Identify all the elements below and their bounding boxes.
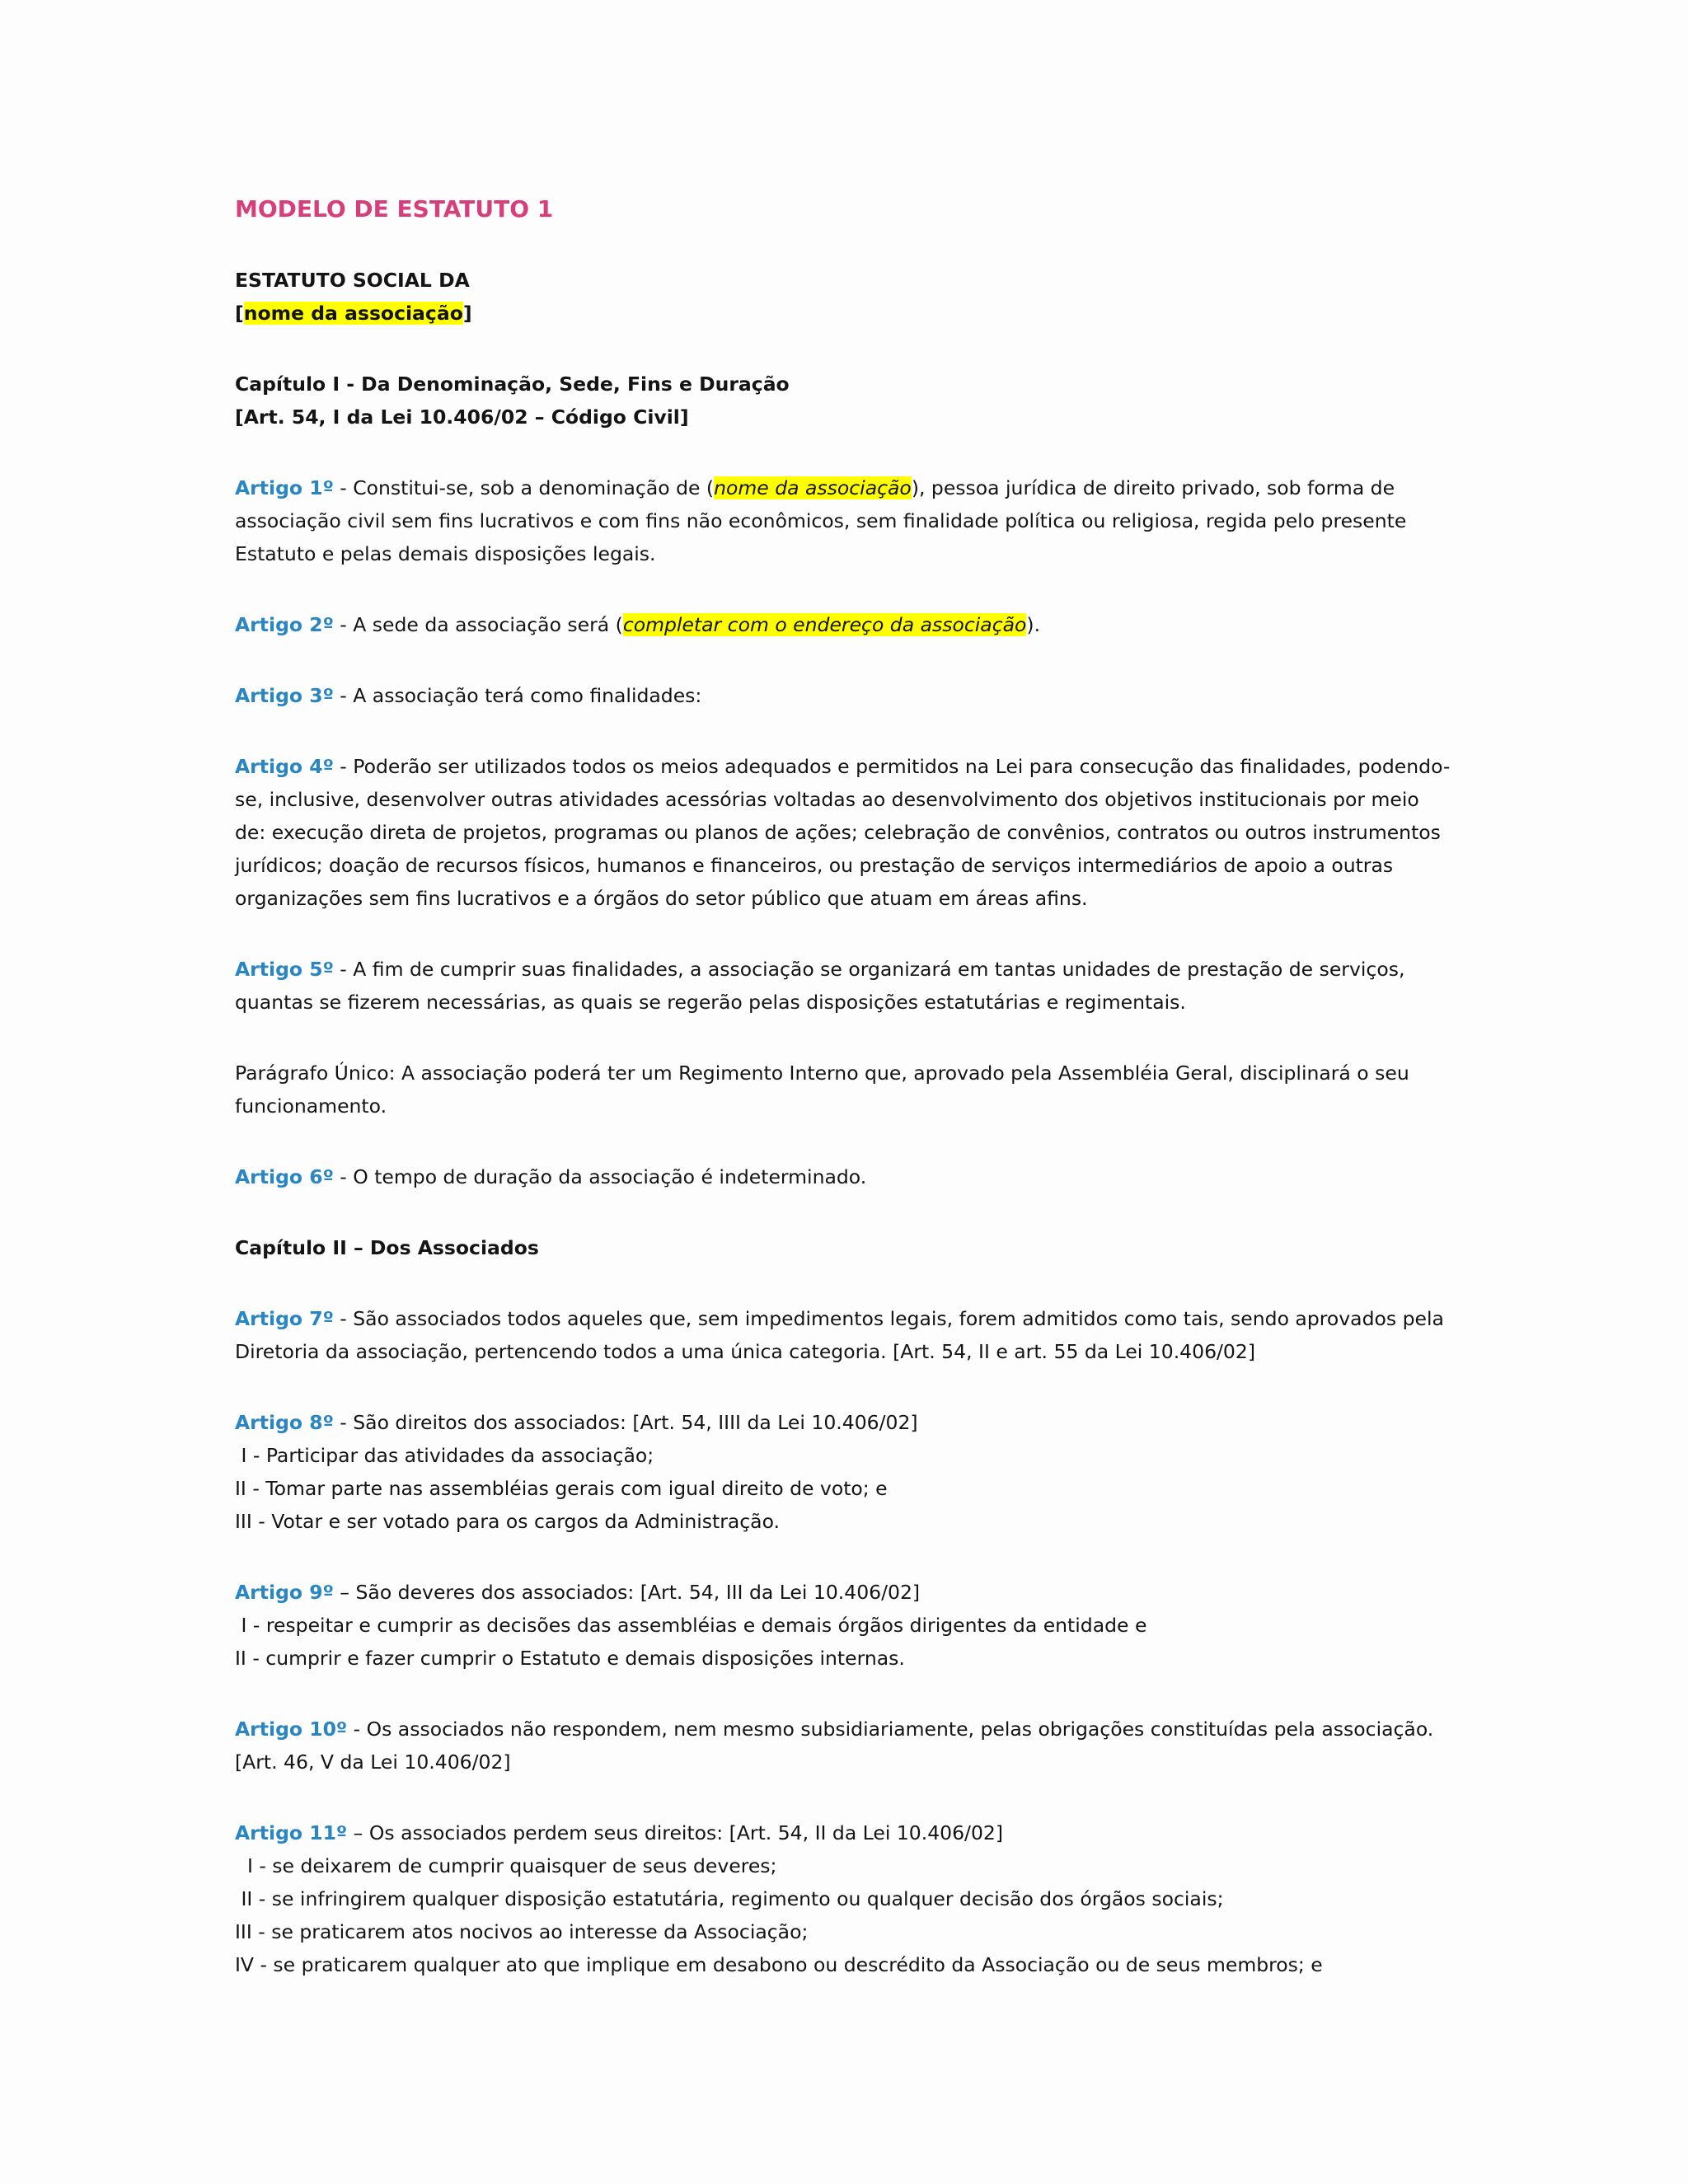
article-3-text: - A associação terá como finalidades: bbox=[333, 684, 702, 707]
article-5 bbox=[235, 953, 1455, 1019]
article-10-label: Artigo 10º bbox=[235, 1718, 348, 1741]
article-1-placeholder: nome da associação bbox=[714, 476, 912, 499]
article-9-text: – São deveres dos associados: [Art. 54, III da Lei 10.406/02] bbox=[333, 1581, 921, 1604]
article-11-item: I - se deixarem de cumprir quaisquer de seus deveres; bbox=[235, 1854, 777, 1877]
article-9-item: I - respeitar e cumprir as decisões das assembléias e demais órgãos dirigentes da entidade e bbox=[235, 1614, 1147, 1637]
article-7 bbox=[235, 1302, 1455, 1368]
article-9 bbox=[235, 1576, 1455, 1675]
association-name-placeholder: nome da associação bbox=[243, 302, 463, 325]
article-11-item: II - se infringirem qualquer disposição estatutária, regimento ou qualquer decisão dos órgãos sociais; bbox=[235, 1887, 1224, 1910]
article-8-item: III - Votar e ser votado para os cargos da Administração. bbox=[235, 1510, 781, 1533]
article-9-label: Artigo 9º bbox=[235, 1581, 334, 1604]
article-2-placeholder: completar com o endereço da associação bbox=[622, 613, 1027, 636]
article-2-label: Artigo 2º bbox=[235, 613, 334, 636]
article-9-intro bbox=[235, 1576, 1455, 1609]
article-1-text-post: ), pessoa jurídica de direito privado, sob forma de associação civil sem fins lucrativos e com fins não econômicos, sem finalidade política ou religiosa, regida pelo presente Estatuto e pelas demais disposições legais. bbox=[235, 476, 1407, 565]
statute-heading-name bbox=[235, 297, 1455, 330]
article-6 bbox=[235, 1160, 1455, 1193]
article-11-item: III - se praticarem atos nocivos ao interesse da Associação; bbox=[235, 1920, 809, 1943]
chapter-2-heading: Capítulo II – Dos Associados bbox=[235, 1236, 539, 1259]
article-1-text-pre: - Constitui-se, sob a denominação de ( bbox=[333, 476, 715, 499]
article-11-label: Artigo 11º bbox=[235, 1821, 348, 1844]
article-4-text: - Poderão ser utilizados todos os meios adequados e permitidos na Lei para consecução das finalidades, podendo-se, inclusive, desenvolver outras atividades acessórias voltadas ao desenvolvimento dos objetivos institucionais por meio de: execução direta de projetos, programas ou planos de ações; celebração de convênios, contratos ou outros instrumentos jurídicos; doação de recursos físicos, humanos e financeiros, ou prestação de serviços intermediários de apoio a outras organizações sem fins lucrativos e a órgãos do setor público que atuam em áreas afins. bbox=[235, 755, 1451, 910]
statute-heading bbox=[235, 264, 1455, 330]
document-title: MODELO DE ESTATUTO 1 bbox=[235, 195, 554, 223]
article-9-item: II - cumprir e fazer cumprir o Estatuto e demais disposições internas. bbox=[235, 1647, 905, 1670]
article-11-text: – Os associados perdem seus direitos: [Art. 54, II da Lei 10.406/02] bbox=[347, 1821, 1004, 1844]
article-5-label: Artigo 5º bbox=[235, 958, 334, 981]
article-4-label: Artigo 4º bbox=[235, 755, 334, 778]
chapter-1-title: Capítulo I - Da Denominação, Sede, Fins e Duração bbox=[235, 373, 790, 396]
article-8-intro bbox=[235, 1406, 1455, 1439]
article-2-text-post: ). bbox=[1026, 613, 1041, 636]
article-3-label: Artigo 3º bbox=[235, 684, 334, 707]
paragrafo-unico: Parágrafo Único: A associação poderá ter um Regimento Interno que, aprovado pela Assembléia Geral, disciplinará o seu funcionamento. bbox=[235, 1062, 1409, 1118]
article-8 bbox=[235, 1406, 1455, 1538]
article-2 bbox=[235, 608, 1455, 641]
article-6-label: Artigo 6º bbox=[235, 1165, 334, 1188]
article-10 bbox=[235, 1713, 1455, 1779]
article-6-text: - O tempo de duração da associação é indeterminado. bbox=[333, 1165, 867, 1188]
article-11-item: IV - se praticarem qualquer ato que implique em desabono ou descrédito da Associação ou de seus membros; e bbox=[235, 1953, 1323, 1976]
article-7-label: Artigo 7º bbox=[235, 1307, 334, 1330]
article-7-text: - São associados todos aqueles que, sem impedimentos legais, forem admitidos como tais, sendo aprovados pela Diretoria da associação, pertencendo todos a uma única categoria. [Art. 54, II e art. 55 da Lei 10.406/02] bbox=[235, 1307, 1444, 1363]
article-11 bbox=[235, 1816, 1455, 1981]
article-10-text: - Os associados não respondem, nem mesmo subsidiariamente, pelas obrigações constituídas pela associação. [Art. 46, V da Lei 10.406/02] bbox=[235, 1718, 1434, 1774]
article-3 bbox=[235, 679, 1455, 712]
chapter-1-reference: [Art. 54, I da Lei 10.406/02 – Código Civil] bbox=[235, 405, 689, 429]
statute-heading-line: ESTATUTO SOCIAL DA bbox=[235, 269, 470, 292]
document-page bbox=[235, 194, 1455, 1981]
article-8-item: I - Participar das atividades da associação; bbox=[235, 1444, 654, 1467]
bracket-close: ] bbox=[462, 302, 472, 325]
article-11-intro bbox=[235, 1816, 1455, 1849]
article-8-item: II - Tomar parte nas assembléias gerais com igual direito de voto; e bbox=[235, 1477, 888, 1500]
article-8-text: - São direitos dos associados: [Art. 54, IIII da Lei 10.406/02] bbox=[333, 1411, 918, 1434]
article-1-label: Artigo 1º bbox=[235, 476, 334, 499]
chapter-1-heading bbox=[235, 368, 1455, 434]
bracket-open: [ bbox=[235, 302, 244, 325]
article-1 bbox=[235, 471, 1455, 570]
article-5-text: - A fim de cumprir suas finalidades, a associação se organizará em tantas unidades de prestação de serviços, quantas se fizerem necessárias, as quais se regerão pelas disposições estatutárias e regimentais. bbox=[235, 958, 1405, 1014]
article-2-text-pre: - A sede da associação será ( bbox=[333, 613, 623, 636]
article-4 bbox=[235, 750, 1455, 915]
article-8-label: Artigo 8º bbox=[235, 1411, 334, 1434]
